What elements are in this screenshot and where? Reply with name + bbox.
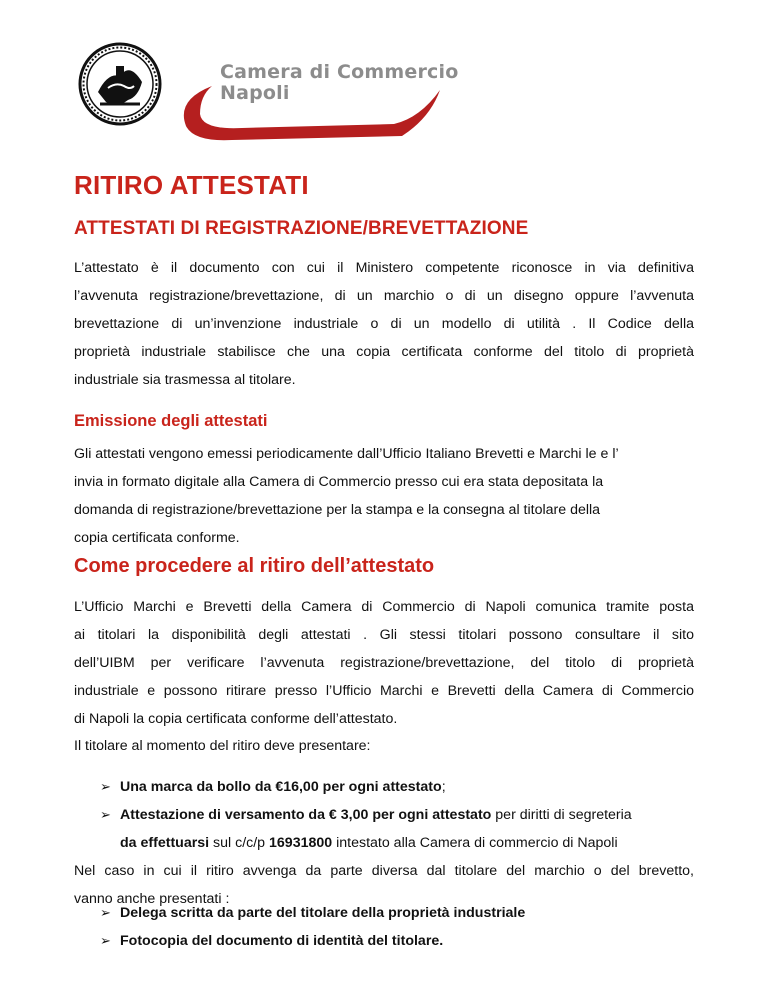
page-title: RITIRO ATTESTATI	[74, 170, 309, 200]
paragraph-line: copia certificata conforme.	[74, 530, 240, 546]
bullet-bold: Una marca da bollo da €16,00 per ogni attestato	[120, 779, 442, 795]
paragraph-line: Nel caso in cui il ritiro avvenga da parte diversa dal titolare del marchio o del brevetto,	[74, 863, 694, 879]
bullet-text: ;	[441, 779, 446, 795]
paragraph-line: domanda di registrazione/brevettazione per la stampa e la consegna al titolare della	[74, 502, 601, 518]
seal-emblem-icon	[78, 42, 162, 126]
paragraph-line: dell’UIBM per verificare l’avvenuta registrazione/brevettazione, del titolo di proprietà	[74, 655, 694, 671]
requirements-intro: Il titolare al momento del ritiro deve presentare:	[74, 738, 371, 754]
paragraph-line: L’attestato è il documento con cui il Ministero competente riconosce in via definitiva	[74, 260, 694, 276]
arrow-bullet-icon: ➢	[100, 933, 111, 948]
section2-heading: Emissione degli attestati	[74, 412, 268, 430]
logo-line1: Camera di Commercio	[220, 61, 459, 83]
delegate-list	[100, 899, 700, 955]
section3-paragraph	[74, 593, 694, 733]
arrow-bullet-icon: ➢	[100, 807, 111, 822]
paragraph-line: industriale e possono ritirare presso l’Ufficio Marchi e Brevetti della Camera di Commercio	[74, 683, 694, 699]
bullet-bold: Attestazione di versamento da € 3,00 per ogni attestato	[120, 807, 492, 823]
arrow-bullet-icon: ➢	[100, 905, 111, 920]
bullet-bold: Delega scritta da parte del titolare della proprietà industriale	[120, 905, 526, 921]
paragraph-line: brevettazione di un’invenzione industriale o di un modello di utilità . Il Codice della	[74, 316, 694, 332]
section2-paragraph	[74, 440, 694, 552]
logo-swoosh-icon	[172, 78, 444, 150]
bullet-text: sul c/c/p	[209, 835, 270, 851]
paragraph-line: invia in formato digitale alla Camera di Commercio presso cui era stata depositata la	[74, 474, 604, 490]
section3-heading: Come procedere al ritiro dell’attestato	[74, 555, 435, 577]
bullet-text: per diritti di segreteria	[491, 807, 632, 823]
arrow-bullet-icon: ➢	[100, 779, 111, 794]
paragraph-line: ai titolari la disponibilità degli attestati . Gli stessi titolari possono consultare il sito	[74, 627, 694, 643]
paragraph-line: vanno anche presentati :	[74, 891, 230, 907]
list-item	[100, 801, 700, 829]
paragraph-line: l’avvenuta registrazione/brevettazione, di un marchio o di un disegno oppure l’avvenuta	[74, 288, 694, 304]
paragraph-line: proprietà industriale stabilisce che una copia certificata conforme del titolo di proprietà	[74, 344, 694, 360]
paragraph-line: industriale sia trasmessa al titolare.	[74, 372, 296, 388]
list-item	[100, 927, 700, 955]
list-item	[100, 899, 700, 927]
bullet-text: intestato alla Camera di commercio di Napoli	[332, 835, 618, 851]
paragraph-line: di Napoli la copia certificata conforme dell’attestato.	[74, 711, 398, 727]
bullet-bold: da effettuarsi	[120, 835, 210, 851]
section1-paragraph	[74, 254, 694, 394]
requirements-list	[100, 773, 700, 857]
account-number: 16931800	[269, 835, 333, 851]
list-item	[100, 773, 700, 801]
logo-line2: Napoli	[220, 82, 290, 104]
section1-heading: ATTESTATI DI REGISTRAZIONE/BREVETTAZIONE	[74, 218, 529, 239]
bullet-bold: Fotocopia del documento di identità del titolare.	[120, 933, 444, 949]
paragraph-line: L’Ufficio Marchi e Brevetti della Camera di Commercio di Napoli comunica tramite posta	[74, 599, 694, 615]
list-item-continuation	[100, 829, 700, 857]
paragraph-line: Gli attestati vengono emessi periodicamente dall’Ufficio Italiano Brevetti e Marchi le e l’	[74, 446, 619, 462]
